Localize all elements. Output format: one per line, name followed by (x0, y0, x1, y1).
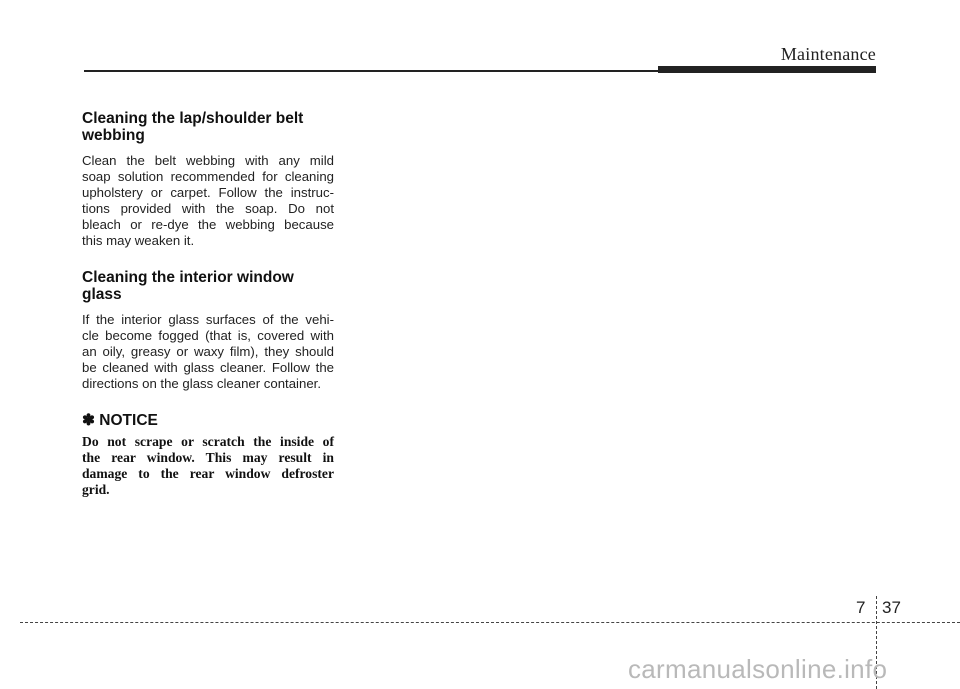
body-line: soap solution recommended for cleaning (82, 169, 334, 184)
running-header-title: Maintenance (780, 44, 876, 64)
body-line: this may weaken it. (82, 233, 195, 248)
body-line: upholstery or carpet. Follow the instruc- (82, 185, 334, 200)
section-heading-belt-webbing (82, 110, 334, 144)
body-line: tions provided with the soap. Do not (82, 201, 334, 216)
heading-line: Cleaning the lap/shoulder belt (82, 110, 304, 127)
notice-body (82, 434, 334, 498)
body-line: bleach or re-dye the webbing because (82, 217, 334, 232)
watermark-text: carmanualsonline.info (628, 654, 888, 684)
body-line: directions on the glass cleaner container. (82, 376, 321, 391)
heading-line: glass (82, 286, 122, 303)
header-rule-accent (658, 66, 876, 73)
body-line: If the interior glass surfaces of the vehi- (82, 312, 334, 327)
chapter-number: 7 (856, 598, 866, 617)
notice-line: the rear window. This may result in (82, 450, 334, 465)
body-line: cle become fogged (that is, covered with (82, 328, 334, 343)
section-heading-window-glass (82, 269, 334, 303)
body-line: Clean the belt webbing with any mild (82, 153, 334, 168)
notice-line: Do not scrape or scratch the inside of (82, 434, 334, 449)
page-number: 37 (882, 598, 901, 617)
heading-line: Cleaning the interior window (82, 269, 294, 286)
body-line: an oily, greasy or waxy film), they should (82, 344, 334, 359)
notice-heading: ✽ NOTICE (82, 412, 158, 429)
content-column (82, 110, 334, 498)
body-line: be cleaned with glass cleaner. Follow the (82, 360, 334, 375)
footer-dashed-rule (20, 622, 960, 623)
section-body-belt-webbing (82, 153, 334, 249)
notice-line: grid. (82, 482, 110, 497)
section-body-window-glass (82, 312, 334, 392)
heading-line: webbing (82, 127, 145, 144)
header-rule (84, 70, 664, 72)
notice-line: damage to the rear window defroster (82, 466, 334, 481)
